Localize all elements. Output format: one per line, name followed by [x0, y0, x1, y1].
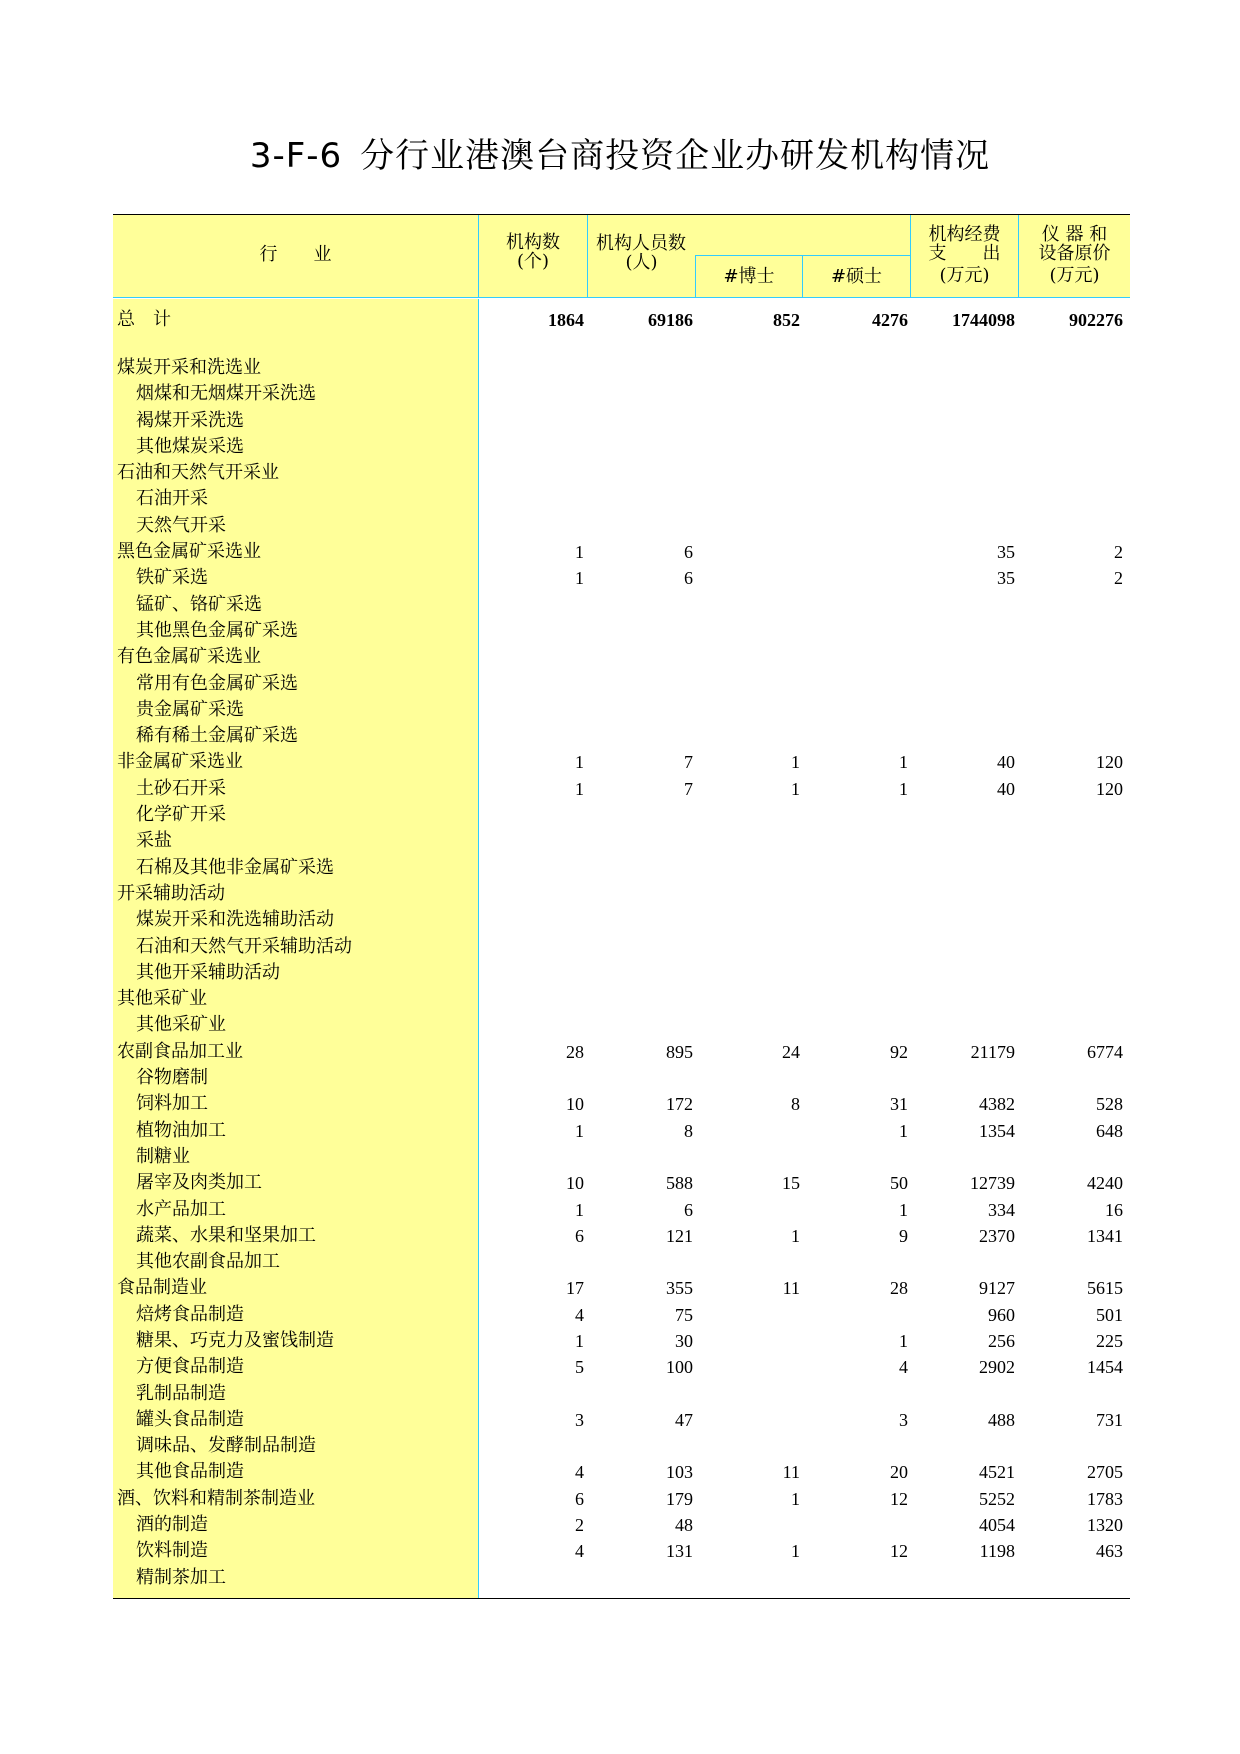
header-phd-label: #博士 [723, 266, 775, 287]
cell-staff: 895 [666, 1041, 693, 1062]
cell-equipment: 225 [1096, 1330, 1123, 1351]
cell-staff: 6 [684, 542, 693, 563]
table-row [113, 723, 1130, 749]
table-row [113, 513, 1130, 539]
cell-master: 1 [899, 752, 908, 773]
table-title: 分行业港澳台商投资企业办研发机构情况 [360, 136, 991, 176]
header-expense-line1: 机构经费 [928, 224, 1001, 245]
cell-expense: 334 [988, 1199, 1015, 1220]
industry-name: 烟煤和无烟煤开采洗选 [136, 383, 316, 405]
table-row [113, 986, 1130, 1012]
cell-equipment: 463 [1096, 1541, 1123, 1562]
industry-name: 饲料加工 [136, 1093, 208, 1115]
industry-name: 石油和天然气开采业 [117, 462, 279, 484]
cell-inst-count: 1 [575, 752, 584, 773]
cell-inst-count: 3 [575, 1409, 584, 1430]
table-code: 3-F-6 [249, 136, 343, 176]
cell-staff: 6 [684, 568, 693, 589]
total-equipment: 902276 [1069, 310, 1123, 330]
table-bottom-rule [113, 1598, 1130, 1599]
header-equipment-line1: 仪 器 和 [1041, 224, 1108, 245]
cell-inst-count: 6 [575, 1488, 584, 1509]
cell-staff: 75 [675, 1304, 693, 1325]
cell-master: 1 [899, 1330, 908, 1351]
cell-equipment: 120 [1096, 778, 1123, 799]
table-row [113, 1381, 1130, 1407]
table-row [113, 1170, 1130, 1196]
industry-name: 焙烤食品制造 [136, 1303, 244, 1325]
cell-staff: 179 [666, 1488, 693, 1509]
industry-name: 其他煤炭采选 [136, 435, 244, 457]
header-expense-line2: 支 出 [928, 243, 1001, 264]
table-row [113, 907, 1130, 933]
industry-name: 稀有稀土金属矿采选 [136, 725, 298, 747]
table-row [113, 1486, 1130, 1512]
cell-phd: 1 [791, 1541, 800, 1562]
table-row [113, 1091, 1130, 1117]
cell-staff: 7 [684, 778, 693, 799]
industry-name: 土砂石开采 [136, 777, 226, 799]
cell-inst-count: 4 [575, 1304, 584, 1325]
industry-name: 石棉及其他非金属矿采选 [136, 856, 334, 878]
cell-inst-count: 1 [575, 542, 584, 563]
cell-master: 31 [890, 1094, 908, 1115]
cell-equipment: 4240 [1087, 1173, 1123, 1194]
cell-inst-count: 4 [575, 1462, 584, 1483]
cell-master: 3 [899, 1409, 908, 1430]
industry-name: 其他黑色金属矿采选 [136, 619, 298, 641]
industry-name: 开采辅助活动 [117, 882, 225, 904]
industry-name: 食品制造业 [117, 1277, 207, 1299]
cell-equipment: 6774 [1087, 1041, 1123, 1062]
table-row [113, 381, 1130, 407]
table-row [113, 671, 1130, 697]
cell-phd: 24 [782, 1041, 800, 1062]
header-expense [910, 215, 1018, 297]
industry-name: 常用有色金属矿采选 [136, 672, 298, 694]
cell-equipment: 1783 [1087, 1488, 1123, 1509]
cell-expense: 2370 [979, 1225, 1015, 1246]
cell-equipment: 2 [1114, 568, 1123, 589]
header-phd [695, 255, 802, 297]
cell-expense: 960 [988, 1304, 1015, 1325]
table-row [113, 460, 1130, 486]
cell-equipment: 1341 [1087, 1225, 1123, 1246]
table-row [113, 1433, 1130, 1459]
cell-inst-count: 4 [575, 1541, 584, 1562]
cell-inst-count: 6 [575, 1225, 584, 1246]
header-equipment-line2: 设备原价 [1038, 243, 1111, 264]
cell-phd: 1 [791, 1488, 800, 1509]
table-row [113, 644, 1130, 670]
header-expense-unit: (万元) [939, 265, 990, 286]
industry-name: 黑色金属矿采选业 [117, 541, 261, 563]
cell-staff: 588 [666, 1173, 693, 1194]
industry-name: 植物油加工 [136, 1119, 226, 1141]
header-staff-unit-cell [587, 252, 695, 297]
cell-master: 1 [899, 778, 908, 799]
table-row [113, 1144, 1130, 1170]
table-row [113, 1065, 1130, 1091]
table-row [113, 1197, 1130, 1223]
industry-name: 其他采矿业 [136, 1014, 226, 1036]
table-row [113, 1275, 1130, 1301]
industry-name: 石油和天然气开采辅助活动 [136, 935, 352, 957]
table-row [113, 960, 1130, 986]
table-row [113, 828, 1130, 854]
table-row [113, 1538, 1130, 1564]
industry-name: 锰矿、铬矿采选 [136, 593, 262, 615]
header-staff [587, 215, 910, 255]
cell-phd: 11 [782, 1278, 800, 1299]
industry-name: 谷物磨制 [136, 1067, 208, 1089]
total-staff: 69186 [648, 310, 693, 330]
header-inst-count-unit: (个) [516, 251, 550, 272]
cell-phd: 15 [782, 1173, 800, 1194]
cell-master: 12 [890, 1488, 908, 1509]
cell-master: 1 [899, 1199, 908, 1220]
cell-expense: 40 [997, 752, 1015, 773]
cell-expense: 1354 [979, 1120, 1015, 1141]
header-staff-unit: (人) [625, 252, 658, 273]
cell-staff: 355 [666, 1278, 693, 1299]
cell-staff: 6 [684, 1199, 693, 1220]
industry-name: 有色金属矿采选业 [117, 646, 261, 668]
table-row [113, 697, 1130, 723]
cell-expense: 12739 [970, 1173, 1015, 1194]
industry-name: 石油开采 [136, 488, 208, 510]
industry-name: 褐煤开采洗选 [136, 409, 244, 431]
table-row [113, 1565, 1130, 1591]
cell-phd: 1 [791, 1225, 800, 1246]
industry-name: 酒的制造 [136, 1514, 208, 1536]
industry-name: 精制茶加工 [136, 1566, 226, 1588]
industry-name: 水产品加工 [136, 1198, 226, 1220]
industry-name: 煤炭开采和洗选业 [117, 357, 261, 378]
table-row [113, 1328, 1130, 1354]
industry-name: 农副食品加工业 [117, 1040, 243, 1062]
header-industry-label: 行 业 [259, 244, 332, 265]
cell-expense: 5252 [979, 1488, 1015, 1509]
cell-master: 1 [899, 1120, 908, 1141]
header-master [802, 255, 910, 297]
table-row [113, 1012, 1130, 1038]
cell-inst-count: 1 [575, 1120, 584, 1141]
industry-name: 其他采矿业 [117, 988, 207, 1010]
table-row [113, 881, 1130, 907]
industry-name: 其他开采辅助活动 [136, 961, 280, 983]
table-row [113, 355, 1130, 381]
cell-expense: 2902 [979, 1357, 1015, 1378]
cell-equipment: 1320 [1087, 1515, 1123, 1536]
industry-name: 其他农副食品加工 [136, 1251, 280, 1273]
industry-name: 方便食品制造 [136, 1356, 244, 1378]
industry-name: 饮料制造 [136, 1540, 208, 1562]
table-row [113, 1039, 1130, 1065]
cell-expense: 35 [997, 542, 1015, 563]
table-row [113, 539, 1130, 565]
cell-staff: 7 [684, 752, 693, 773]
table-row [113, 749, 1130, 775]
table-row [113, 1302, 1130, 1328]
cell-master: 20 [890, 1462, 908, 1483]
table-row [113, 592, 1130, 618]
cell-expense: 4382 [979, 1094, 1015, 1115]
cell-expense: 40 [997, 778, 1015, 799]
cell-phd: 1 [791, 778, 800, 799]
table-row [113, 1512, 1130, 1538]
cell-expense: 9127 [979, 1278, 1015, 1299]
table-row [113, 408, 1130, 434]
cell-staff: 103 [666, 1462, 693, 1483]
cell-expense: 35 [997, 568, 1015, 589]
cell-inst-count: 1 [575, 1330, 584, 1351]
table-body [113, 307, 1130, 1591]
total-inst-count: 1864 [548, 310, 584, 330]
industry-name: 铁矿采选 [136, 567, 208, 589]
table-row [113, 776, 1130, 802]
table-row [113, 1118, 1130, 1144]
header-inst-count [478, 215, 587, 297]
industry-name: 蔬菜、水果和坚果加工 [136, 1224, 316, 1246]
cell-equipment: 2705 [1087, 1462, 1123, 1483]
industry-name: 调味品、发酵制品制造 [136, 1435, 316, 1457]
cell-master: 12 [890, 1541, 908, 1562]
cell-equipment: 2 [1114, 542, 1123, 563]
cell-master: 92 [890, 1041, 908, 1062]
cell-staff: 47 [675, 1409, 693, 1430]
cell-phd: 8 [791, 1094, 800, 1115]
cell-staff: 48 [675, 1515, 693, 1536]
cell-inst-count: 10 [566, 1173, 584, 1194]
cell-expense: 256 [988, 1330, 1015, 1351]
cell-inst-count: 2 [575, 1515, 584, 1536]
cell-staff: 121 [666, 1225, 693, 1246]
header-staff-label: 机构人员数 [596, 233, 686, 254]
cell-inst-count: 10 [566, 1094, 584, 1115]
total-label: 总 计 [117, 309, 171, 330]
industry-name: 制糖业 [136, 1145, 190, 1167]
table-row [113, 934, 1130, 960]
total-row [113, 307, 1130, 333]
cell-equipment: 1454 [1087, 1357, 1123, 1378]
cell-inst-count: 1 [575, 568, 584, 589]
cell-master: 4 [899, 1357, 908, 1378]
cell-equipment: 528 [1096, 1094, 1123, 1115]
industry-name: 酒、饮料和精制茶制造业 [117, 1487, 315, 1509]
cell-equipment: 120 [1096, 752, 1123, 773]
industry-name: 煤炭开采和洗选辅助活动 [136, 909, 334, 931]
cell-master: 28 [890, 1278, 908, 1299]
table-row [113, 486, 1130, 512]
header-master-label: #硕士 [830, 266, 883, 287]
cell-inst-count: 17 [566, 1278, 584, 1299]
cell-inst-count: 28 [566, 1041, 584, 1062]
header-inst-count-label: 机构数 [506, 232, 560, 253]
industry-name: 糖果、巧克力及蜜饯制造 [136, 1329, 334, 1351]
industry-name: 其他食品制造 [136, 1461, 244, 1483]
table-row [113, 855, 1130, 881]
cell-inst-count: 1 [575, 778, 584, 799]
industry-name: 罐头食品制造 [136, 1408, 244, 1430]
table-row [113, 565, 1130, 591]
cell-master: 50 [890, 1173, 908, 1194]
cell-equipment: 5615 [1087, 1278, 1123, 1299]
total-master: 4276 [872, 310, 908, 330]
cell-inst-count: 5 [575, 1357, 584, 1378]
cell-staff: 30 [675, 1330, 693, 1351]
header-industry [113, 215, 478, 297]
table-row [113, 434, 1130, 460]
cell-staff: 131 [666, 1541, 693, 1562]
industry-name: 乳制品制造 [136, 1382, 226, 1404]
cell-equipment: 501 [1096, 1304, 1123, 1325]
industry-name: 屠宰及肉类加工 [136, 1172, 262, 1194]
header-divider [113, 297, 1130, 298]
header-equipment [1018, 215, 1130, 297]
table-row [113, 618, 1130, 644]
cell-staff: 100 [666, 1357, 693, 1378]
total-phd: 852 [773, 310, 800, 330]
cell-expense: 1198 [979, 1541, 1015, 1562]
industry-name: 采盐 [136, 830, 172, 852]
cell-phd: 11 [782, 1462, 800, 1483]
cell-staff: 8 [684, 1120, 693, 1141]
table-row [113, 1249, 1130, 1275]
cell-staff: 172 [666, 1094, 693, 1115]
page-title [0, 128, 1240, 177]
cell-expense: 488 [988, 1409, 1015, 1430]
cell-expense: 4054 [979, 1515, 1015, 1536]
industry-name: 贵金属矿采选 [136, 698, 244, 720]
cell-equipment: 648 [1096, 1120, 1123, 1141]
cell-master: 9 [899, 1225, 908, 1246]
cell-expense: 21179 [970, 1041, 1015, 1062]
cell-expense: 4521 [979, 1462, 1015, 1483]
industry-name: 非金属矿采选业 [117, 751, 243, 773]
table-row [113, 1354, 1130, 1380]
table-row [113, 1459, 1130, 1485]
cell-phd: 1 [791, 752, 800, 773]
table-row [113, 1223, 1130, 1249]
industry-name: 天然气开采 [136, 514, 226, 536]
industry-name: 化学矿开采 [136, 804, 226, 826]
total-expense: 1744098 [952, 310, 1015, 330]
table-header [113, 215, 1130, 297]
table-row [113, 1407, 1130, 1433]
header-equipment-unit: (万元) [1049, 265, 1100, 286]
cell-equipment: 16 [1105, 1199, 1123, 1220]
table-row [113, 802, 1130, 828]
cell-inst-count: 1 [575, 1199, 584, 1220]
cell-equipment: 731 [1096, 1409, 1123, 1430]
